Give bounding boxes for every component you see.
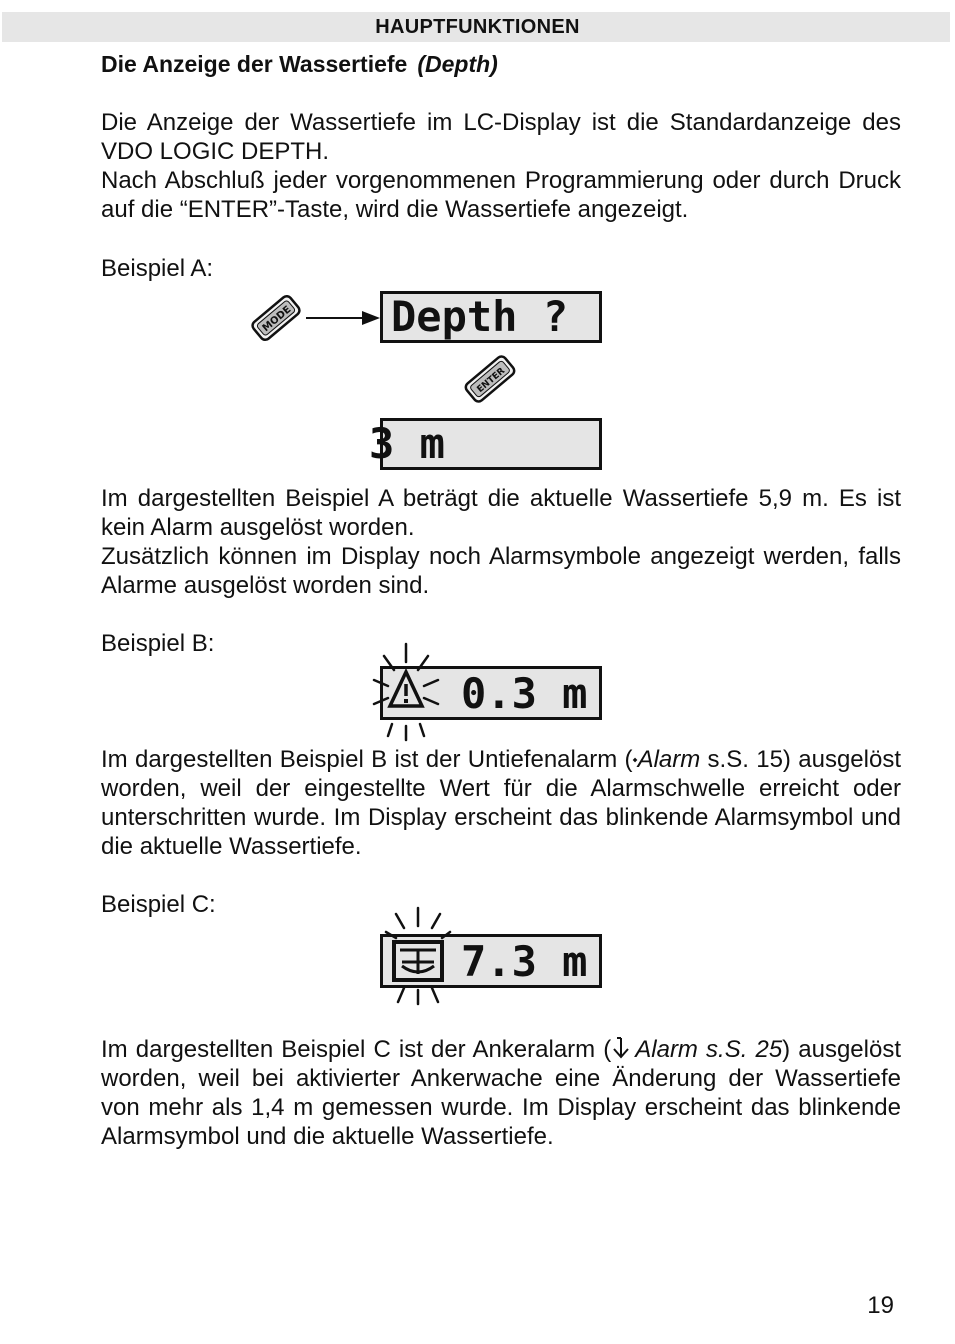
example-b-text [101,745,901,861]
enter-key-icon [462,352,518,406]
intro-p2: Nach Abschluß jeder vorgenommenen Programmierung oder durch Druck auf die “ENTER”-Taste, wird die Wassertiefe angezeigt. [101,167,901,223]
lcd-anchor-value-text: 7.3 m [461,937,588,986]
lcd-depth-prompt-text: Depth ? [391,292,569,341]
title-main: Die Anzeige der Wassertiefe [101,51,408,77]
mode-to-display-arrow [248,290,388,346]
example-c-ref-rest: ) ausgelöst worden, weil bei aktivierter Ankerwache eine Änderung der Wassertiefe von mehr als 1,4 m gemessen wurde. Im Display erscheint das blinkende Alarmsymbol und die aktuelle Wassertiefe. [101,1036,902,1150]
intro-paragraph [101,108,901,224]
lcd-shallow-value-text: 0.3 m [461,669,588,718]
example-c-text-before: Im dargestellten Beispiel C ist der Ankeralarm ( [101,1036,612,1063]
example-c-ref-italic: Alarm s.S. 25 [635,1036,783,1063]
mode-key-icon [251,294,302,342]
section-header: HAUPTFUNKTIONEN [375,16,580,38]
mode-key-label: MODE [260,304,294,335]
anchor-ref-icon [611,1036,631,1060]
intro-p1: Die Anzeige der Wassertiefe im LC-Display ist die Standardanzeige des VDO LOGIC DEPTH. [101,109,901,165]
example-b-label: Beispiel B: [101,630,215,657]
example-b-ref-italic: Alarm [637,746,701,773]
example-b-ref-rest: s.S. 15) ausgelöst worden, weil der eingestellte Wert für die Alarmschwelle erreicht oder unterschritten wurde. Im Display erscheint das blinkende Alarmsymbol und die aktuelle Wassertiefe. [101,746,901,860]
page-title [101,51,498,78]
example-b-text-before: Im dargestellten Beispiel B ist der Untiefenalarm ( [101,746,633,773]
page-number: 19 [867,1292,894,1319]
anchor-alarm-icon [380,904,452,1008]
lcd-display-depth-value [369,418,602,470]
example-a-text2: Zusätzlich können im Display noch Alarmsymbole angezeigt werden, falls Alarme ausgelöst worden sind. [101,543,901,599]
lcd-depth-value-text: 3 m [369,419,445,468]
example-c-text [101,1035,901,1151]
example-a-text [101,484,901,600]
example-a-label: Beispiel A: [101,255,214,282]
example-c-label: Beispiel C: [101,891,216,918]
title-sub: (Depth) [417,51,498,77]
diamond-ref-icon: ⬩ [632,751,638,767]
shallow-water-alarm-icon [370,640,442,746]
example-a-text1: Im dargestellten Beispiel A beträgt die aktuelle Wassertiefe 5,9 m. Es ist kein Alarm ausgelöst worden. [101,485,901,541]
lcd-display-depth-prompt [380,291,602,343]
enter-key-label: ENTER [475,366,508,395]
